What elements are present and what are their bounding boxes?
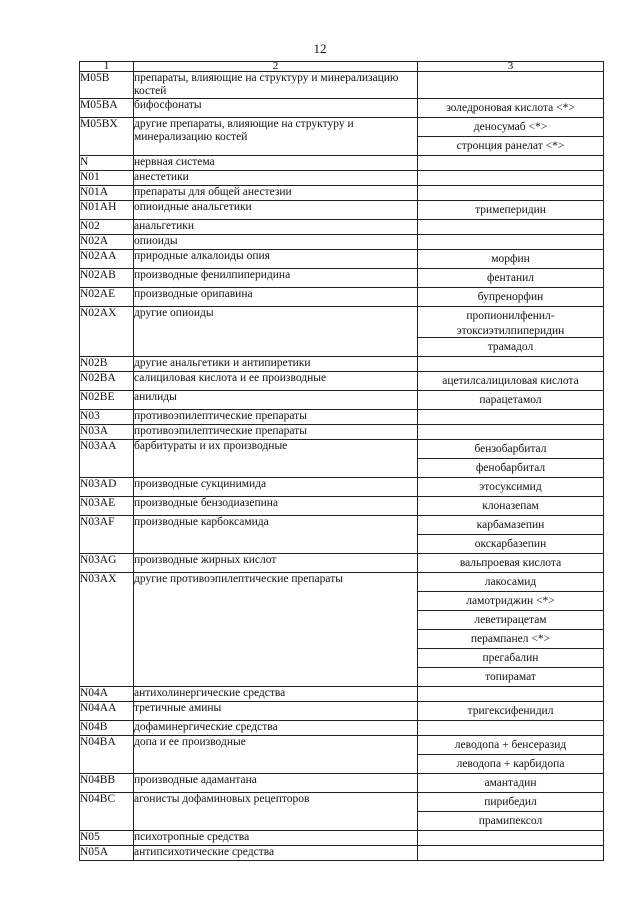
drug-name: леветирацетам — [418, 610, 603, 629]
drug-list-cell — [418, 250, 604, 269]
drug-name: амантадин — [484, 777, 537, 789]
group-name-cell: барбитураты и их производные — [134, 440, 418, 478]
group-name-cell: опиоиды — [134, 235, 418, 250]
drug-list-cell — [418, 410, 604, 425]
empty-drug-cell — [418, 687, 603, 701]
table-row — [80, 269, 604, 288]
table-row — [80, 516, 604, 554]
group-name-cell: производные жирных кислот — [134, 554, 418, 573]
header-col-1: 1 — [80, 62, 134, 72]
table-row — [80, 554, 604, 573]
drug-name: морфин — [491, 253, 530, 265]
group-name-cell: бифосфонаты — [134, 99, 418, 118]
drug-name: тримеперидин — [475, 204, 546, 216]
atc-code-cell: N02AB — [80, 269, 134, 288]
group-name-cell: нервная система — [134, 156, 418, 171]
drug-name: парацетамол — [479, 394, 542, 406]
table-row — [80, 687, 604, 702]
drug-name: прегабалин — [418, 648, 603, 667]
table-row — [80, 793, 604, 831]
atc-code-cell: N05 — [80, 831, 134, 846]
group-name-cell: препараты для общей анестезии — [134, 186, 418, 201]
drug-name: прамипексол — [418, 811, 603, 830]
drug-list-cell — [418, 516, 604, 554]
table-row — [80, 288, 604, 307]
empty-drug-cell — [418, 235, 603, 249]
empty-drug-cell — [418, 357, 603, 371]
drug-list-cell — [418, 269, 604, 288]
empty-drug-cell — [418, 220, 603, 234]
table-row — [80, 250, 604, 269]
group-name-cell: другие препараты, влияющие на структуру и минерализацию костей — [134, 118, 418, 156]
drug-name: карбамазепин — [476, 519, 545, 531]
drug-list-cell — [418, 702, 604, 721]
group-name-cell: производные фенилпиперидина — [134, 269, 418, 288]
drug-list-cell — [418, 372, 604, 391]
drug-list-cell — [418, 440, 604, 478]
atc-code-cell: N02 — [80, 220, 134, 235]
drug-list-cell — [418, 220, 604, 235]
atc-code-cell: N04BA — [80, 736, 134, 774]
group-name-cell: другие опиоиды — [134, 307, 418, 357]
header-col-2: 2 — [134, 62, 418, 72]
group-name-cell: другие противоэпилептические препараты — [134, 573, 418, 687]
empty-drug-cell — [418, 846, 603, 860]
atc-code-cell: N — [80, 156, 134, 171]
group-name-cell: опиоидные анальгетики — [134, 201, 418, 220]
atc-code-cell: N04B — [80, 721, 134, 736]
drug-name: окскарбазепин — [418, 534, 603, 553]
atc-code-cell: N02BE — [80, 391, 134, 410]
drug-list-cell — [418, 721, 604, 736]
drug-name: ацетилсалициловая кислота — [442, 375, 579, 387]
atc-code-cell: N02AA — [80, 250, 134, 269]
group-name-cell: третичные амины — [134, 702, 418, 721]
atc-code-cell: N02A — [80, 235, 134, 250]
atc-code-cell: M05B — [80, 72, 134, 99]
drug-list-cell — [418, 497, 604, 516]
group-name-cell: производные сукцинимида — [134, 478, 418, 497]
drug-name: леводопа + карбидопа — [418, 754, 603, 773]
table-row — [80, 702, 604, 721]
atc-code-cell: N04A — [80, 687, 134, 702]
drug-list-cell — [418, 307, 604, 357]
drug-list-cell — [418, 831, 604, 846]
empty-drug-cell — [418, 186, 603, 200]
empty-drug-cell — [418, 171, 603, 185]
atc-code-cell: N04AA — [80, 702, 134, 721]
atc-code-cell: N03AD — [80, 478, 134, 497]
table-row — [80, 99, 604, 118]
table-row — [80, 774, 604, 793]
group-name-cell: анилиды — [134, 391, 418, 410]
empty-drug-cell — [418, 410, 603, 424]
table-row — [80, 156, 604, 171]
group-name-cell: антипсихотические средства — [134, 846, 418, 861]
drug-list-cell — [418, 118, 604, 156]
atc-code-cell: M05BX — [80, 118, 134, 156]
table-row — [80, 410, 604, 425]
table-row — [80, 478, 604, 497]
table-row — [80, 736, 604, 774]
atc-code-cell: N03AX — [80, 573, 134, 687]
table-row — [80, 201, 604, 220]
atc-code-cell: N05A — [80, 846, 134, 861]
drug-name: трамадол — [418, 337, 603, 356]
atc-code-cell: N02B — [80, 357, 134, 372]
table-row — [80, 425, 604, 440]
drug-name: бензобарбитал — [474, 443, 547, 455]
group-name-cell: производные орипавина — [134, 288, 418, 307]
drug-name: бупренорфин — [477, 291, 544, 303]
drug-name: стронция ранелат <*> — [418, 136, 603, 155]
drug-list-cell — [418, 391, 604, 410]
group-name-cell: агонисты дофаминовых рецепторов — [134, 793, 418, 831]
table-row — [80, 372, 604, 391]
table-row — [80, 307, 604, 357]
header-col-3: 3 — [418, 62, 604, 72]
drug-list-cell — [418, 186, 604, 201]
table-row — [80, 186, 604, 201]
drug-name: лакосамид — [484, 576, 537, 588]
table-row — [80, 831, 604, 846]
drug-classification-table — [79, 61, 604, 861]
atc-code-cell: N03A — [80, 425, 134, 440]
drug-list-cell — [418, 774, 604, 793]
drug-name: ламотриджин <*> — [418, 591, 603, 610]
atc-code-cell: N04BC — [80, 793, 134, 831]
group-name-cell: психотропные средства — [134, 831, 418, 846]
atc-code-cell: M05BA — [80, 99, 134, 118]
drug-list-cell — [418, 846, 604, 861]
group-name-cell: антихолинергические средства — [134, 687, 418, 702]
group-name-cell: анестетики — [134, 171, 418, 186]
table-row — [80, 72, 604, 99]
drug-list-cell — [418, 171, 604, 186]
empty-drug-cell — [418, 831, 603, 845]
atc-code-cell: N02BA — [80, 372, 134, 391]
drug-name: вальпроевая кислота — [459, 557, 562, 569]
drug-list-cell — [418, 288, 604, 307]
drug-list-cell — [418, 72, 604, 99]
drug-list-cell — [418, 99, 604, 118]
drug-list-cell — [418, 425, 604, 440]
drug-list-cell — [418, 201, 604, 220]
group-name-cell: природные алкалоиды опия — [134, 250, 418, 269]
drug-name: клоназепам — [482, 500, 539, 512]
table-row — [80, 220, 604, 235]
empty-drug-cell — [418, 156, 603, 170]
atc-code-cell: N04BB — [80, 774, 134, 793]
group-name-cell: противоэпилептические препараты — [134, 425, 418, 440]
atc-code-cell: N03AE — [80, 497, 134, 516]
table-row — [80, 440, 604, 478]
group-name-cell: производные адамантана — [134, 774, 418, 793]
group-name-cell: производные карбоксамида — [134, 516, 418, 554]
drug-list-cell — [418, 357, 604, 372]
empty-drug-cell — [418, 72, 603, 86]
table-row — [80, 721, 604, 736]
atc-code-cell: N01 — [80, 171, 134, 186]
group-name-cell: дофаминергические средства — [134, 721, 418, 736]
atc-code-cell: N02AE — [80, 288, 134, 307]
atc-code-cell: N03AG — [80, 554, 134, 573]
drug-list-cell — [418, 736, 604, 774]
drug-name: леводопа + бенсеразид — [454, 739, 567, 751]
empty-drug-cell — [418, 721, 603, 735]
drug-list-cell — [418, 793, 604, 831]
drug-list-cell — [418, 478, 604, 497]
table-row — [80, 357, 604, 372]
group-name-cell: противоэпилептические препараты — [134, 410, 418, 425]
drug-name: топирамат — [418, 667, 603, 686]
group-name-cell: салициловая кислота и ее производные — [134, 372, 418, 391]
atc-code-cell: N01AH — [80, 201, 134, 220]
atc-code-cell: N02AX — [80, 307, 134, 357]
drug-name: перампанел <*> — [418, 629, 603, 648]
table-row — [80, 846, 604, 861]
drug-name: пропионилфенил-этоксиэтилпиперидин — [456, 310, 565, 337]
page-number: 12 — [313, 41, 327, 56]
drug-name: деносумаб <*> — [473, 121, 548, 133]
drug-list-cell — [418, 235, 604, 250]
drug-name: этосуксимид — [479, 481, 542, 493]
drug-list-cell — [418, 554, 604, 573]
table-row — [80, 573, 604, 687]
table-row — [80, 118, 604, 156]
table-row — [80, 497, 604, 516]
drug-list-cell — [418, 687, 604, 702]
group-name-cell: допа и ее производные — [134, 736, 418, 774]
group-name-cell: препараты, влияющие на структуру и минерализацию костей — [134, 72, 418, 99]
atc-code-cell: N03AA — [80, 440, 134, 478]
table-row — [80, 391, 604, 410]
atc-code-cell: N01A — [80, 186, 134, 201]
group-name-cell: производные бензодиазепина — [134, 497, 418, 516]
drug-name: фентанил — [486, 272, 535, 284]
group-name-cell: другие анальгетики и антипиретики — [134, 357, 418, 372]
drug-list-cell — [418, 573, 604, 687]
atc-code-cell: N03AF — [80, 516, 134, 554]
empty-drug-cell — [418, 425, 603, 439]
atc-code-cell: N03 — [80, 410, 134, 425]
table-row — [80, 235, 604, 250]
group-name-cell: анальгетики — [134, 220, 418, 235]
drug-list-cell — [418, 156, 604, 171]
drug-name: пирибедил — [484, 796, 537, 808]
drug-name: золедроновая кислота <*> — [446, 102, 575, 114]
table-row — [80, 171, 604, 186]
table-header-row — [80, 62, 604, 72]
drug-name: тригексифенидил — [467, 705, 554, 717]
drug-name: фенобарбитал — [418, 458, 603, 477]
